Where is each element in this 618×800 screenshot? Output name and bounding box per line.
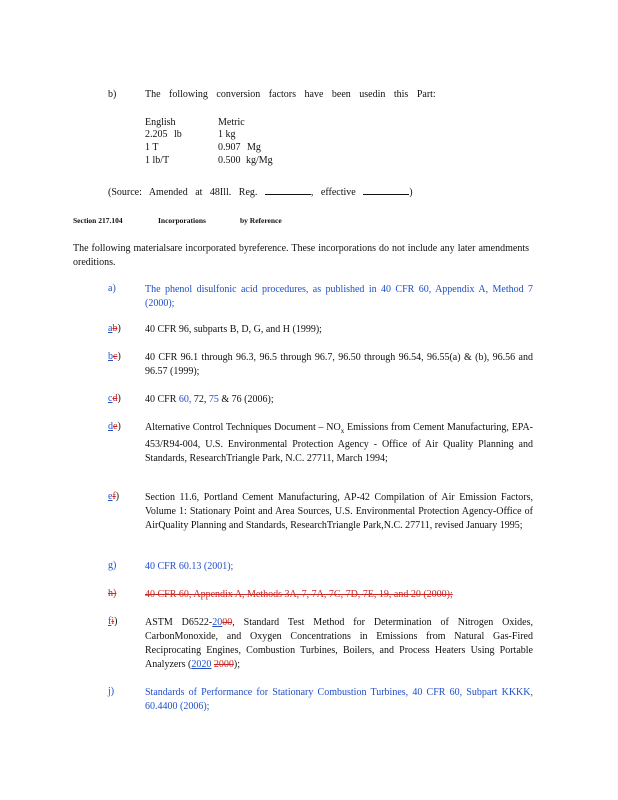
metric-cell: 0.907 Mg [218,142,261,153]
item-label-a: a) [108,283,116,294]
section-number: Section 217.104 [73,216,123,225]
item-text-j: Standards of Performance for Stationary Combustion Turbines, 40 CFR 60, Subpart KKKK, 60.4400 (2006); [145,687,533,712]
section-title-part1: Incorporations [158,216,206,225]
item-text-d: 40 CFR 60, 72, 75 & 76 (2006); [145,394,274,405]
item-text-i: ASTM D6522-2000, Standard Test Method for Determination of Nitrogen Oxides, CarbonMonoxide, and Oxygen Concentrations in Emissions from Natural Gas-Fired Reciprocating Engines, Combustion Turbines, Boilers, and Process Heaters Using Portable Analyzers (2020 2000); [145,617,533,670]
item-text-h: 40 CFR 60, Appendix A, Methods 3A, 7, 7A, 7C, 7D, 7E, 19, and 20 (2000); [145,589,453,600]
item-label-g: g) [108,560,117,571]
metric-header: Metric [218,117,245,128]
item-label-b: ab) [108,323,121,334]
effective-blank [363,185,409,195]
item-label-j: j) [108,686,115,697]
metric-cell: 0.500 kg/Mg [218,155,273,166]
english-cell: 1 T [145,142,159,153]
source-prefix: (Source: Amended at 48Ill. Reg. [108,187,258,198]
item-text-b: 40 CFR 96, subparts B, D, G, and H (1999); [145,324,322,335]
metric-cell: 1 kg [218,129,236,140]
item-text-f: Section 11.6, Portland Cement Manufacturing, AP-42 Compilation of Air Emission Factors, Volume 1: Stationary Point and Area Sources, U.S. Environmental Protection Agency-Office of AirQuality Planning and Standards, ResearchTriangle Park,N.C. 27711, revised January 1995; [145,492,533,531]
item-label-d: cd) [108,393,121,404]
conversion-intro: The following conversion factors have been usedin this Part: [145,89,436,100]
source-note: (Source: Amended at 48Ill. Reg. , effective ) [108,187,413,198]
item-text-e: Alternative Control Techniques Document – $NO_x$ Emissions from Cement Manufacturing, EPA-453/R94-004, U.S. Environmental Protection Agency - Office of Air Quality Planning and Standards, ResearchTriangle Park, N.C. 27711, March 1994; [145,422,534,464]
item-label-b: b) [108,89,117,100]
item-text-c: 40 CFR 96.1 through 96.3, 96.5 through 96.7, 96.50 through 96.54, 96.55(a) & (b), 96.56 and 96.57 (1999); [145,352,533,377]
reg-blank [265,185,311,195]
english-cell: 1 lb/T [145,155,170,166]
item-text-a: The phenol disulfonic acid procedures, as published in 40 CFR 60, Appendix A, Method 7 (2000); [145,284,533,309]
item-label-f: ef) [108,491,120,502]
section-title-part2: by Reference [240,216,282,225]
english-header: English [145,117,176,128]
item-label-i: fi) [108,616,118,627]
intro-paragraph: The following materialsare incorporated byreference. These incorporations do not include any later amendments oreditions. [73,243,529,268]
english-cell: 2.205 lb [145,129,182,140]
item-text-g: 40 CFR 60.13 (2001); [145,561,234,572]
item-label-c: bc) [108,351,121,362]
item-label-e: de) [108,421,121,432]
item-label-h: h) [108,588,117,599]
source-effective: effective [320,187,356,198]
